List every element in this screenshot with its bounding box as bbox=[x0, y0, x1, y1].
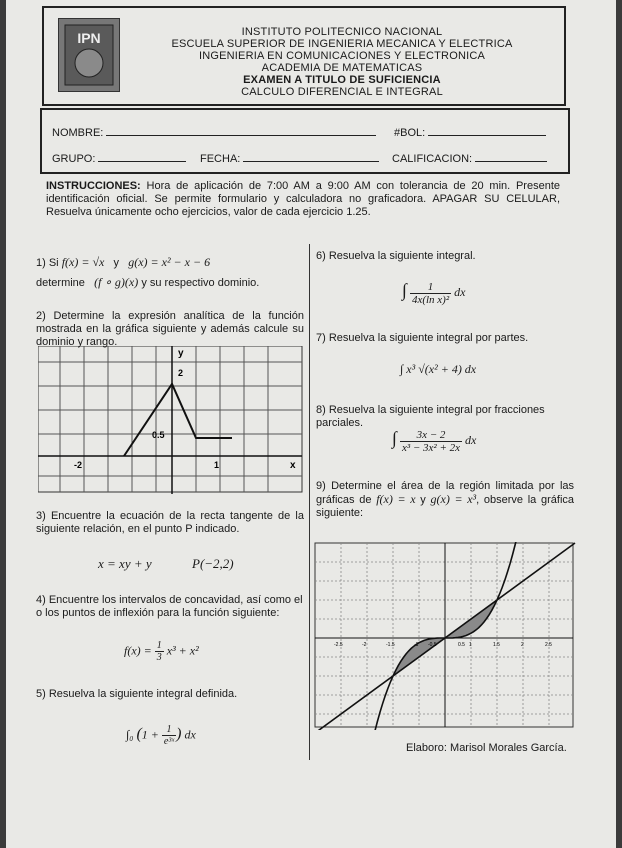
graph1-tick-1: 1 bbox=[214, 460, 220, 470]
graph1-function-line bbox=[124, 384, 232, 456]
graph1-tick-05: 0.5 bbox=[152, 430, 165, 440]
question-9 bbox=[316, 480, 574, 520]
graph2-tick-m25: -2.5 bbox=[334, 642, 343, 648]
course-title: CALCULO DIFERENCIAL E INTEGRAL bbox=[241, 86, 443, 98]
q8-int: ∫ bbox=[392, 428, 397, 448]
column-divider bbox=[309, 244, 310, 760]
q6-integral bbox=[402, 280, 465, 306]
graph2-tick-m1: -1 bbox=[414, 642, 419, 648]
q5-one: 1 + bbox=[141, 727, 159, 742]
graph2-tick-1: 1 bbox=[469, 642, 472, 648]
q8-num: 3x − 2 bbox=[400, 429, 462, 442]
q9-g: g(x) = x³ bbox=[430, 492, 477, 506]
q1-g: g(x) = x² − x − 6 bbox=[128, 255, 211, 269]
logo-graphic bbox=[59, 19, 119, 91]
q6-dx: dx bbox=[454, 285, 466, 299]
q9-text-a: 9) Determine el área de la región limitada por las gráficas de bbox=[316, 480, 574, 506]
group-label: GRUPO: bbox=[52, 153, 96, 165]
grade-field[interactable] bbox=[392, 152, 547, 165]
exam-title: EXAMEN A TITULO DE SUFICIENCIA bbox=[243, 74, 441, 86]
school-name: ESCUELA SUPERIOR DE INGENIERIA MECANICA Y ELECTRICA bbox=[171, 38, 513, 50]
q7-integral: ∫ x³ √(x² + 4) dx bbox=[400, 362, 477, 376]
academy-name: ACADEMIA DE MATEMATICAS bbox=[261, 62, 423, 74]
graph2-tick-25: 2.5 bbox=[545, 642, 552, 648]
q4-den: 3 bbox=[156, 652, 162, 663]
q5-fraction bbox=[162, 724, 176, 747]
instructions bbox=[46, 180, 560, 219]
question-6: 6) Resuelva la siguiente integral. bbox=[316, 250, 476, 262]
graph1-frame bbox=[38, 346, 302, 492]
q1-domain-text: y su respectivo dominio. bbox=[141, 277, 260, 289]
question-5: 5) Resuelva la siguiente integral definida. bbox=[36, 688, 238, 700]
instructions-text: Hora de aplicación de 7:00 AM a 9:00 AM con tolerancia de 20 min. Presente identificación oficial. Se permite formulario y calculadora no graficadora. APAGAR SU CELULAR, Resuelva únicamente ocho ejercicios, valor de cada ejercicio 1.25. bbox=[46, 180, 560, 218]
q6-num: 1 bbox=[410, 281, 451, 294]
q1-determine: determine bbox=[36, 277, 85, 289]
graph2-tick-15: 1.5 bbox=[493, 642, 500, 648]
q4-rest: x³ + x² bbox=[166, 643, 199, 658]
q9-f: f(x) = x bbox=[376, 492, 416, 506]
graph1-tick-2: 2 bbox=[178, 368, 184, 378]
bol-field[interactable] bbox=[394, 126, 546, 139]
q1-composition: (f ∘ g)(x) bbox=[94, 275, 139, 289]
question-8: 8) Resuelva la siguiente integral por fracciones parciales. bbox=[316, 404, 545, 429]
q6-den: 4x(ln x)² bbox=[411, 293, 450, 306]
graph2-tick-05: 0.5 bbox=[458, 642, 465, 648]
ipn-logo bbox=[58, 18, 120, 92]
q4-function bbox=[124, 640, 199, 663]
q4-num: 1 bbox=[156, 640, 162, 651]
group-field[interactable] bbox=[52, 152, 186, 165]
q4-lhs: f(x) = bbox=[124, 643, 152, 658]
q9-and: y bbox=[420, 494, 426, 506]
question-1-line2 bbox=[36, 276, 306, 290]
piecewise-graph bbox=[38, 346, 304, 496]
q5-int: ∫₀ bbox=[126, 727, 134, 742]
q8-fraction bbox=[400, 429, 462, 454]
q5-dx: dx bbox=[184, 727, 196, 742]
graph1-tick-m2: -2 bbox=[74, 460, 83, 470]
q1-and: y bbox=[113, 257, 120, 269]
instructions-label: INSTRUCCIONES: bbox=[46, 180, 141, 192]
graph2-frame bbox=[315, 543, 573, 727]
q6-fraction bbox=[410, 281, 451, 306]
logo-text: IPN bbox=[77, 30, 101, 46]
graph2-tick-2: 2 bbox=[521, 642, 524, 648]
author-credit: Elaboro: Marisol Morales García. bbox=[406, 742, 567, 754]
graph2-grid bbox=[315, 543, 573, 727]
graph1-x-label: x bbox=[290, 460, 296, 471]
q8-integral bbox=[392, 428, 476, 454]
q5-integral: ∫₀ (1 + $\frac{1}{\text{e³ˣ}}$ ) dx bbox=[126, 724, 196, 747]
q5-num: 1 bbox=[162, 724, 176, 736]
question-4: 4) Encuentre los intervalos de concavidad, así como el o los puntos de inflexión para la función siguiente: bbox=[36, 594, 303, 619]
q4-fraction bbox=[155, 640, 164, 663]
q6-int: ∫ bbox=[402, 280, 407, 300]
question-3: 3) Encuentre la ecuación de la recta tangente de la siguiente relación, en el punto P indicado. bbox=[36, 510, 304, 535]
bol-line bbox=[428, 126, 546, 136]
institution-name: INSTITUTO POLITECNICO NACIONAL bbox=[241, 26, 443, 38]
q9-text-b: , observe la gráfica siguiente: bbox=[316, 494, 575, 519]
date-label: FECHA: bbox=[200, 153, 241, 165]
graph1-grid bbox=[38, 346, 302, 492]
name-line bbox=[106, 126, 376, 136]
student-fields-box bbox=[40, 108, 570, 174]
q1-f: f(x) = √x bbox=[61, 255, 105, 269]
date-line bbox=[243, 152, 379, 162]
name-label: NOMBRE: bbox=[52, 127, 104, 139]
question-2: 2) Determine la expresión analítica de la función mostrada en la gráfica siguiente y además calcule su dominio y rango. bbox=[36, 310, 304, 348]
program-name: INGENIERIA EN COMUNICACIONES Y ELECTRONICA bbox=[198, 50, 486, 62]
graph2-tick-m2: -2 bbox=[362, 642, 367, 648]
area-graph bbox=[314, 542, 576, 730]
graph1-y-label: y bbox=[178, 348, 184, 359]
date-field[interactable] bbox=[200, 152, 379, 165]
q8-dx: dx bbox=[465, 433, 477, 447]
q1-num: 1) Si bbox=[36, 257, 59, 269]
question-7: 7) Resuelva la siguiente integral por partes. bbox=[316, 332, 529, 344]
question-1 bbox=[36, 256, 306, 270]
q3-point: P(−2,2) bbox=[192, 556, 234, 571]
name-field[interactable] bbox=[52, 126, 376, 139]
q8-den: x³ − 3x² + 2x bbox=[401, 441, 461, 454]
graph2-tick-m15: -1.5 bbox=[386, 642, 395, 648]
bol-label: #BOL: bbox=[394, 127, 426, 139]
header-box bbox=[42, 6, 566, 106]
grade-line bbox=[475, 152, 547, 162]
q3-equation: x = xy + y bbox=[98, 556, 152, 571]
grade-label: CALIFICACION: bbox=[392, 153, 473, 165]
q5-den: e³ˣ bbox=[163, 736, 175, 747]
group-line bbox=[98, 152, 186, 162]
graph2-tick-m05: -0.5 bbox=[428, 642, 437, 648]
